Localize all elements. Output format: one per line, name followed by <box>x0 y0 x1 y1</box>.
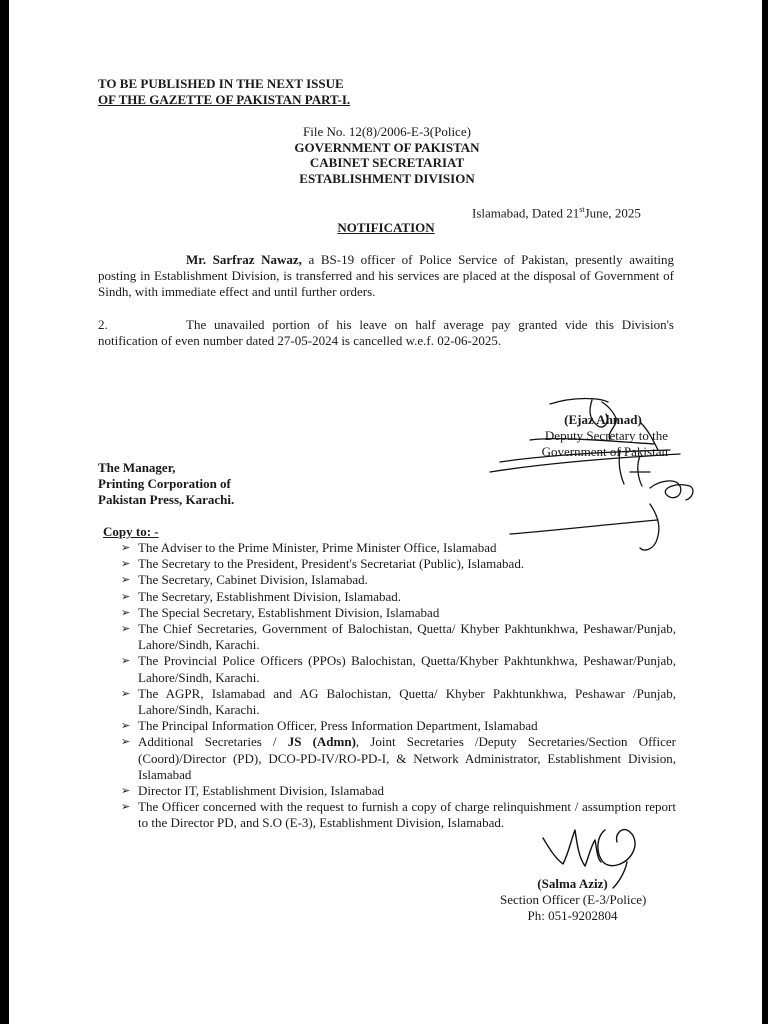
copy-list-item: ➢ The Provincial Police Officers (PPOs) Balochistan, Quetta/Khyber Pakhtunkhwa, Peshawar/Punjab, Lahore/Sindh, Karachi. <box>121 653 676 685</box>
copy-list-item: ➢ The Secretary, Cabinet Division, Islamabad. <box>121 572 368 588</box>
division-title: ESTABLISHMENT DIVISION <box>299 170 475 186</box>
secretariat-title: CABINET SECRETARIAT <box>309 155 465 170</box>
arrow-bullet-icon: ➢ <box>121 589 131 603</box>
issue-date <box>472 205 641 221</box>
gazette-line-1: TO BE PUBLISHED IN THE NEXT ISSUE <box>98 76 344 91</box>
copy-list-item: ➢ The Secretary to the President, President's Secretariat (Public), Islamabad. <box>121 556 525 572</box>
gazette-line-2: OF THE GAZETTE OF PAKISTAN PART-I. <box>98 92 351 107</box>
copy-to-label: Copy to: - <box>103 524 159 539</box>
recipient-manager <box>98 460 234 508</box>
arrow-bullet-icon: ➢ <box>121 557 131 571</box>
gazette-notice <box>98 76 350 108</box>
scan-edge-right <box>762 0 768 1024</box>
recipient-line-2: Printing Corporation of <box>98 476 231 491</box>
signatory-1-title-2: Government of Pakistan <box>541 444 668 459</box>
signatory-2-phone: Ph: 051-9202804 <box>527 908 618 923</box>
copy-list-item: ➢ The Secretary, Establishment Division, Islamabad. <box>121 588 402 604</box>
copy-list-item: ➢ Director IT, Establishment Division, Islamabad <box>121 783 384 799</box>
date-suffix: June, 2025 <box>584 205 641 221</box>
copy-list-item: ➢ The Principal Information Officer, Press Information Department, Islamabad <box>121 718 538 734</box>
arrow-bullet-icon: ➢ <box>121 541 131 554</box>
signatory-2-name: (Salma Aziz) <box>537 876 608 891</box>
officer-name: Mr. Sarfraz Nawaz, <box>186 252 302 267</box>
signatory-1-name: (Ejaz Ahmad) <box>564 412 642 427</box>
copy-list-item: ➢ The Chief Secretaries, Government of Balochistan, Quetta/ Khyber Pakhtunkhwa, Peshawar/Punjab, Lahore/Sindh, Karachi. <box>121 621 676 653</box>
copy-list-item: ➢ The Officer concerned with the request to furnish a copy of charge relinquishment / assumption report to the Director PD, and S.O (E-3), Establishment Division, Islamabad. <box>121 799 676 831</box>
copy-list-item: ➢ The AGPR, Islamabad and AG Balochistan, Quetta/ Khyber Pakhtunkhwa, Peshawar /Punjab, Lahore/Sindh, Karachi. <box>121 685 676 718</box>
signature-deputy-secretary <box>480 392 720 562</box>
recipient-line-1: The Manager, <box>98 460 176 475</box>
arrow-bullet-icon: ➢ <box>121 800 131 814</box>
arrow-bullet-icon: ➢ <box>121 605 131 619</box>
arrow-bullet-icon: ➢ <box>121 573 131 587</box>
copy-list-item: ➢ Additional Secretaries / JS (Admn), Joint Secretaries /Deputy Secretaries/Section Officer (Coord)/Director (PD), DCO-PD-IV/RO-PD-I, & Network Administrator, Establishment Division, Islamabad <box>121 734 676 782</box>
copy-list-item: ➢ The Special Secretary, Establishment Division, Islamabad <box>121 604 440 620</box>
notification-title: NOTIFICATION <box>337 220 435 235</box>
arrow-bullet-icon: ➢ <box>121 622 131 636</box>
government-title: GOVERNMENT OF PAKISTAN <box>294 139 480 155</box>
document-header <box>200 124 574 186</box>
arrow-bullet-icon: ➢ <box>121 784 131 798</box>
scan-edge-left <box>0 0 9 1024</box>
signatory-section-officer <box>500 876 645 924</box>
paragraph-2-number: 2. <box>98 317 108 332</box>
copy-list-item: ➢ The Adviser to the Prime Minister, Prime Minister Office, Islamabad <box>121 540 497 555</box>
arrow-bullet-icon: ➢ <box>121 654 131 668</box>
arrow-bullet-icon: ➢ <box>121 735 131 749</box>
date-prefix: Islamabad, Dated 21 <box>472 205 580 221</box>
paragraph-2-text: The unavailed portion of his leave on half average pay granted vide this Division's notification of even number dated 27-05-2024 is cancelled w.e.f. 02-06-2025. <box>98 317 674 348</box>
signatory-1-title-1: Deputy Secretary to the <box>544 428 668 443</box>
paragraph-1 <box>98 252 674 300</box>
paragraph-2 <box>98 317 674 349</box>
paragraph-1-text: a BS-19 officer of Police Service of Pakistan, presently awaiting posting in Establishment Division, is transferred and his services are placed at the disposal of Government of Sindh, with immediate effect and until further orders. <box>98 252 675 299</box>
arrow-bullet-icon: ➢ <box>121 719 131 733</box>
date-ordinal: st <box>579 205 585 214</box>
arrow-bullet-icon: ➢ <box>121 686 131 700</box>
copy-to-list <box>118 540 676 832</box>
signatory-2-title: Section Officer (E-3/Police) <box>500 892 647 907</box>
file-number: File No. 12(8)/2006-E-3(Police) <box>303 124 471 139</box>
recipient-line-3: Pakistan Press, Karachi. <box>98 492 235 507</box>
